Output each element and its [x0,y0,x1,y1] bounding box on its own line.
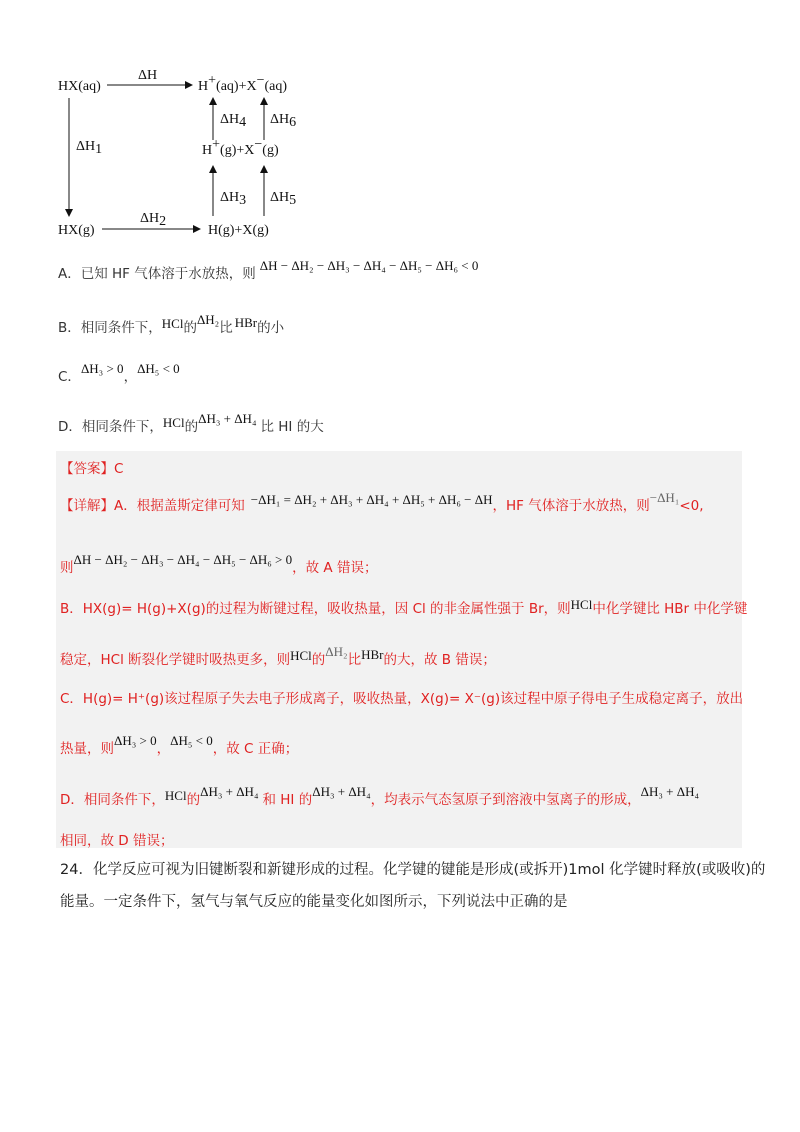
explanation-line-8: 相同，故 D 错误； [60,833,174,849]
explanation-line-4: 稳定，HCl 断裂化学键时吸热更多，则HCl的ΔH₂比HBr的大，故 B 错误； [60,644,496,668]
answer-label: 【答案】C [60,461,124,477]
hx-aq-label: HX(aq) [58,79,101,94]
dh6-label: ΔH6 [270,112,297,130]
option-a-math: ΔH − ΔH₂ − ΔH₃ − ΔH₄ − ΔH₅ − ΔH₆ < 0 [259,258,479,273]
dh2-label: ΔH2 [140,211,167,229]
option-a: A．已知 HF 气体溶于水放热，则ΔH − ΔH₂ − ΔH₃ − ΔH₄ − ΔH₅ − ΔH₆ < 0 [58,258,479,282]
dh3-label: ΔH3 [220,190,247,208]
h-aq-label: H+(aq)+X−(aq) [198,73,288,94]
hess-cycle-diagram [50,60,310,240]
question-24-line-1: 24．化学反应可视为旧键断裂和新键形成的过程。化学键的键能是形成(或拆开)1mol 化学键时释放(或吸收)的 [60,862,766,878]
option-c: C．ΔH₃ > 0，ΔH₅ < 0 [58,361,180,385]
question-24-line-2: 能量。一定条件下，氢气与氧气反应的能量变化如图所示，下列说法中正确的是 [60,894,568,910]
hgxg-label: H(g)+X(g) [208,223,269,238]
explanation-line-2: 则ΔH − ΔH₂ − ΔH₃ − ΔH₄ − ΔH₅ − ΔH₆ > 0，故 A 错误； [60,552,378,576]
dh4-label: ΔH4 [220,112,247,130]
h-g-label: H+(g)+X−(g) [202,137,279,158]
explanation-line-6: 热量，则ΔH₃ > 0，ΔH₅ < 0，故 C 正确； [60,733,299,757]
dh-label: ΔH [138,68,158,83]
explanation-line-7: D．相同条件下，HCl的ΔH₃ + ΔH₄和 HI 的ΔH₃ + ΔH₄，均表示气态氢原子到溶液中氢离子的形成，ΔH₃ + ΔH₄ [60,784,700,808]
dh1-label: ΔH1 [76,139,103,157]
option-b: B．相同条件下，HCl的ΔH₂比 HBr的小 [58,312,285,336]
option-d: D．相同条件下，HCl的ΔH₃ + ΔH₄比 HI 的大 [58,411,324,435]
explanation-line-5: C．H(g)= H⁺(g)该过程原子失去电子形成离子，吸收热量，X(g)= X⁻(g)该过程中原子得电子生成稳定离子，放出 [60,691,744,707]
dh5-label: ΔH5 [270,190,297,208]
hx-g-label: HX(g) [58,223,95,238]
explanation-line-1: 【详解】A．根据盖斯定律可知 −ΔH₁ = ΔH₂ + ΔH₃ + ΔH₄ + ΔH₅ + ΔH₆ − ΔH，HF 气体溶于水放热，则−ΔH₁<0, [60,490,704,514]
explanation-line-3: B．HX(g)= H(g)+X(g)的过程为断键过程，吸收热量，因 Cl 的非金属性强于 Br，则HCl中化学键比 HBr 中化学键 [60,597,748,617]
